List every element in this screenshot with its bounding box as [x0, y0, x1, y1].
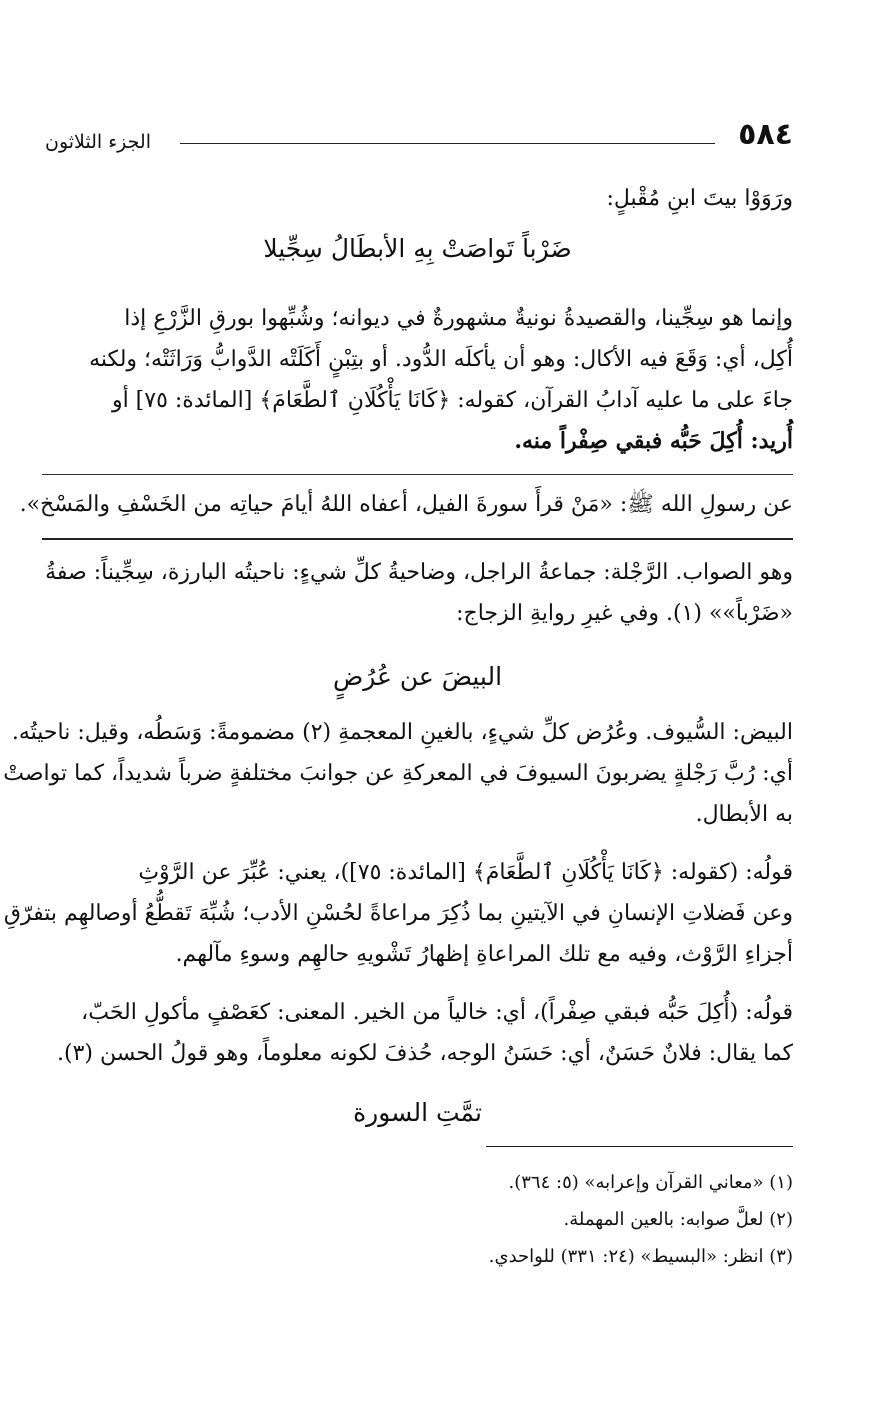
top-intro: [42, 178, 793, 219]
footnote: (٣) انظر: «البسيط» (٢٤: ٣٣١) للواحدي.: [488, 1246, 793, 1267]
commentary-paragraph-3: [3, 852, 793, 975]
top-verse: [42, 228, 793, 269]
verse-line: البيضَ عن عُرُضٍ: [332, 662, 503, 691]
verse-line: ضَرْباً تَواصَتْ بِهِ الأبطَالُ سِجِّيلا: [263, 234, 572, 263]
paragraph-line: أُريد: أُكِلَ حَبُّه فبقي صِفْراً منه.: [514, 428, 793, 454]
commentary-verse: [42, 656, 793, 697]
commentary-line: «ضَرْباً»» (١). وفي غيرِ روايةِ الزجاج:: [456, 601, 793, 626]
footnote: (١) «معاني القرآن وإعرابه» (٥: ٣٦٤).: [508, 1172, 793, 1193]
commentary-line: قولُه: (أُكِلَ حَبُّه فبقي صِفْراً)، أي: خالياً من الخير. المعنى: كعَصْفٍ مأكولِ الحَبّ،: [81, 1000, 793, 1025]
commentary-line: كما يقال: فلانٌ حَسَنٌ، أي: حَسَنُ الوجه، حُذفَ لكونه معلوماً، وهو قولُ الحسن (٣).: [57, 1041, 793, 1066]
commentary-line: أجزاءِ الرَّوْث، وفيه مع تلك المراعاةِ إظهارُ تَشْويهِ حالهِم وسوءِ مآلهم.: [175, 942, 793, 967]
commentary-divider: [42, 538, 793, 540]
surah-ending: [42, 1092, 793, 1133]
commentary-paragraph-4: [42, 992, 793, 1074]
hadith-divider: [42, 474, 793, 475]
commentary-paragraph-2: [3, 712, 793, 835]
page-number: ٥٨٤: [738, 117, 793, 152]
header-rule: [180, 143, 715, 144]
hadith-block: [19, 484, 793, 525]
commentary-line: وعن فَضلاتِ الإنسانِ في الآيتينِ بما ذُكِرَ مراعاةً لحُسْنِ الأدب؛ شُبِّهَ تَقطُّعُ أوصالهِم بتفرّقِ: [3, 901, 793, 926]
page-header: [45, 115, 793, 155]
footnote-rule: [486, 1146, 793, 1147]
paragraph-line: أُكِل، أي: وَقَعَ فيه الأكال: وهو أن يأكلَه الدُّود. أو بتِبْنٍ أَكَلَتْه الدَّوابُّ وَرَاثَتْه؛ ولكنه: [89, 347, 793, 372]
paragraph-line: وإنما هو سِجِّينا، والقصيدةُ نونيةٌ مشهورةٌ في ديوانه؛ وشُبِّهوا بورقِ الزَّرْعِ إذا: [124, 306, 793, 331]
commentary-line: أي: رُبَّ رَجْلةٍ يضربونَ السيوفَ في المعركةِ عن جوانبَ مختلفةٍ ضرباً شديداً، كما تواصتْ: [3, 761, 793, 786]
footnote: (٢) لعلَّ صوابه: بالعين المهملة.: [563, 1209, 793, 1230]
ending-line: تمَّتِ السورة: [353, 1098, 482, 1127]
commentary-line: قولُه: (كقوله: ﴿كَانَا يَأْكُلَانِ ٱلطَّعَامَ﴾ [المائدة: ٧٥])، يعني: عُبِّرَ عن الرَّوْثِ: [138, 860, 793, 885]
running-title: الجزء الثلاثون: [45, 131, 151, 153]
commentary-line: به الأبطال.: [695, 802, 793, 827]
top-paragraph: [42, 298, 793, 462]
footnotes: [300, 1164, 793, 1275]
intro-line: ورَوَوْا بيتَ ابنِ مُقْبلٍ:: [606, 186, 793, 211]
commentary-paragraph-1: [42, 552, 793, 634]
commentary-line: وهو الصواب. الرَّجْلة: جماعةُ الراجل، وضاحيةُ كلِّ شيءٍ: ناحيتُه البارزة، سِجِّيناً: صفةُ: [45, 560, 793, 585]
commentary-line: البيض: السُّيوف. وعُرُض كلِّ شيءٍ، بالغينِ المعجمةِ (٢) مضمومةً: وَسَطُه، وقيل: ناحيتُه.: [11, 720, 793, 745]
paragraph-line: جاءَ على ما عليه آدابُ القرآن، كقوله: ﴿كَانَا يَأْكُلَانِ ٱلطَّعَامَ﴾ [المائدة: ٧٥] أو: [111, 388, 793, 413]
hadith-line: عن رسولِ الله ﷺ: «مَنْ قرأَ سورةَ الفيل، أعفاه اللهُ أيامَ حياتِه من الخَسْفِ والمَسْخ».: [19, 492, 793, 517]
